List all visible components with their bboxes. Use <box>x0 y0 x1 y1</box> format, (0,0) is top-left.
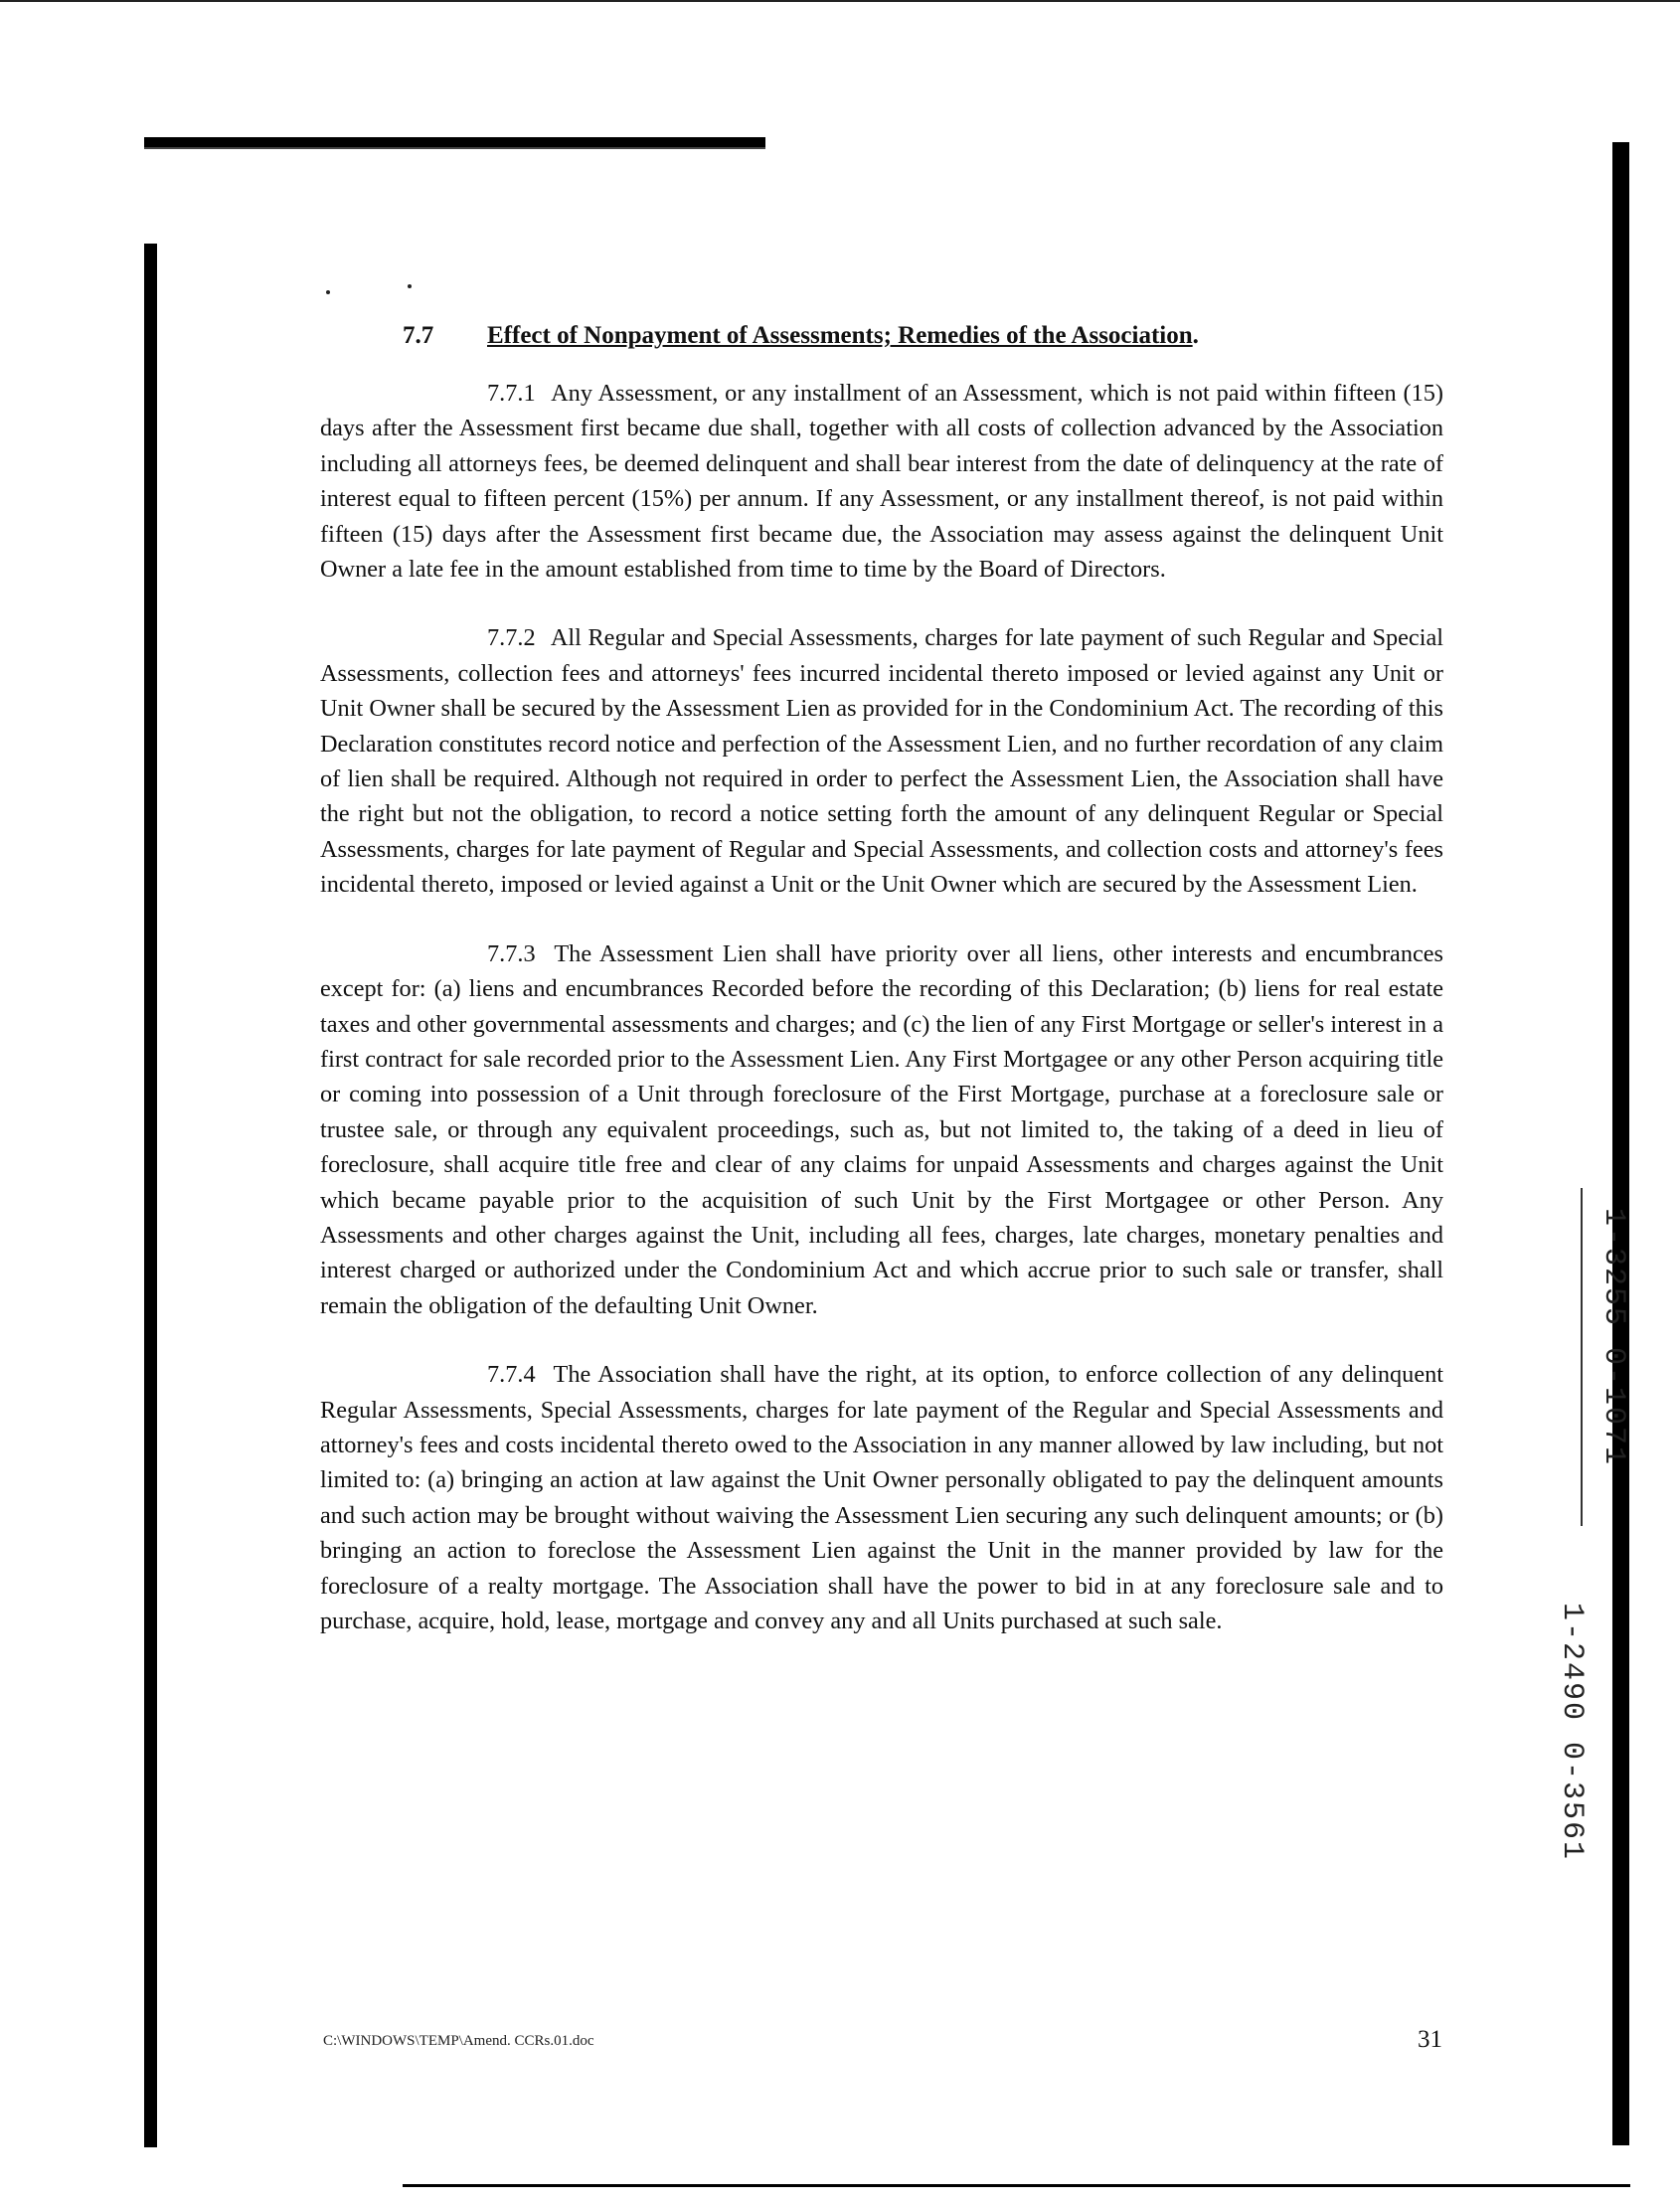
paragraph-text: All Regular and Special Assessments, charges for late payment of such Regular and Special Assessments, collection fees and attorneys' fees incurred incidental thereto imposed or levied against any Unit or Unit Owner shall be secured by the Assessment Lien as provided for in the Condominium Act. The recording of this Declaration constitutes record notice and perfection of the Assessment Lien, and no further recordation of any claim of lien shall be required. Although not required in order to perfect the Assessment Lien, the Association shall have the right but not the obligation, to record a notice setting forth the amount of any delinquent Regular or Special Assessments, charges for late payment of Regular and Special Assessments, and collection costs and attorney's fees incidental thereto, imposed or levied against a Unit or the Unit Owner which are secured by the Assessment Lien. <box>320 624 1444 899</box>
paragraph-number: 7.7.4 <box>487 1361 536 1389</box>
paragraph-7-7-3 <box>320 936 1443 1323</box>
paragraph-7-7-2 <box>320 620 1443 902</box>
scan-edge-top <box>0 0 1680 2</box>
scan-bar-bottom <box>403 2184 1630 2187</box>
recording-number-2: 1-2490 0-3561 <box>1555 1603 1589 1862</box>
page-number: 31 <box>1418 2026 1442 2053</box>
paragraph-text: The Association shall have the right, at its option, to enforce collection of any delinquent Regular Assessments, Special Assessments, charges for late payment of the Regular and Special Assessments and attorney's fees and costs incidental thereto owed to the Association in any manner allowed by law including, but not limited to: (a) bringing an action at law against the Unit Owner personally obligated to pay the delinquent amounts and such action may be brought without waiving the Assessment Lien securing any such delinquent amounts; or (b) bringing an action to foreclose the Assessment Lien against the Unit in the manner provided by law for the foreclosure of a realty mortgage. The Association shall have the power to bid in at any foreclosure sale and to purchase, acquire, hold, lease, mortgage and convey any and all Units purchased at such sale. <box>320 1361 1444 1634</box>
recording-number-1: 1-3255 0-1071 <box>1596 1208 1630 1467</box>
document-body <box>320 322 1443 1672</box>
recording-line <box>1581 1188 1583 1526</box>
section-heading <box>320 322 1443 350</box>
scan-speck <box>326 290 330 294</box>
section-title-period: . <box>1192 322 1199 349</box>
scan-bar-top <box>144 137 765 147</box>
scan-bar-right <box>1612 142 1629 2145</box>
paragraph-text: The Assessment Lien shall have priority over all liens, other interests and encumbrances except for: (a) liens and encumbrances Recorded before the recording of this Declaration; (b) liens for real estate taxes and other governmental assessments and charges; and (c) the lien of any First Mortgage or seller's interest in a first contract for sale recorded prior to the Assessment Lien. Any First Mortgagee or any other Person acquiring title or coming into possession of a Unit through foreclosure of the First Mortgage, purchase at a foreclosure sale or trustee sale, or through any equivalent proceedings, such as, but not limited to, the taking of a deed in lieu of foreclosure, shall acquire title free and clear of any claims for unpaid Assessments and charges against the Unit which became payable prior to the acquisition of such Unit by the First Mortgagee or other Person. Any Assessments and other charges against the Unit, including all fees, charges, late charges, monetary penalties and interest charged or authorized under the Condominium Act and which accrue prior to such sale or transfer, shall remain the obligation of the defaulting Unit Owner. <box>320 939 1443 1319</box>
paragraph-7-7-1 <box>320 376 1443 587</box>
scan-bar-top-shadow <box>144 147 765 149</box>
paragraph-text: Any Assessment, or any installment of an Assessment, which is not paid within fifteen (15) days after the Assessment first became due shall, together with all costs of collection advanced by the Association including all attorneys fees, be deemed delinquent and shall bear interest from the date of delinquency at the rate of interest equal to fifteen percent (15%) per annum. If any Assessment, or any installment thereof, is not paid within fifteen (15) days after the Assessment first became due, the Association may assess against the delinquent Unit Owner a late fee in the amount established from time to time by the Board of Directors. <box>320 380 1443 584</box>
scan-bar-left <box>144 244 157 2147</box>
section-number: 7.7 <box>403 322 434 349</box>
section-title: Effect of Nonpayment of Assessments; Remedies of the Association <box>487 322 1193 349</box>
paragraph-number: 7.7.3 <box>487 939 536 967</box>
footer-file-path: C:\WINDOWS\TEMP\Amend. CCRs.01.doc <box>323 2033 594 2049</box>
paragraph-number: 7.7.1 <box>487 380 536 407</box>
paragraph-7-7-4 <box>320 1357 1443 1638</box>
scan-speck <box>408 284 412 288</box>
paragraph-number: 7.7.2 <box>487 624 536 652</box>
